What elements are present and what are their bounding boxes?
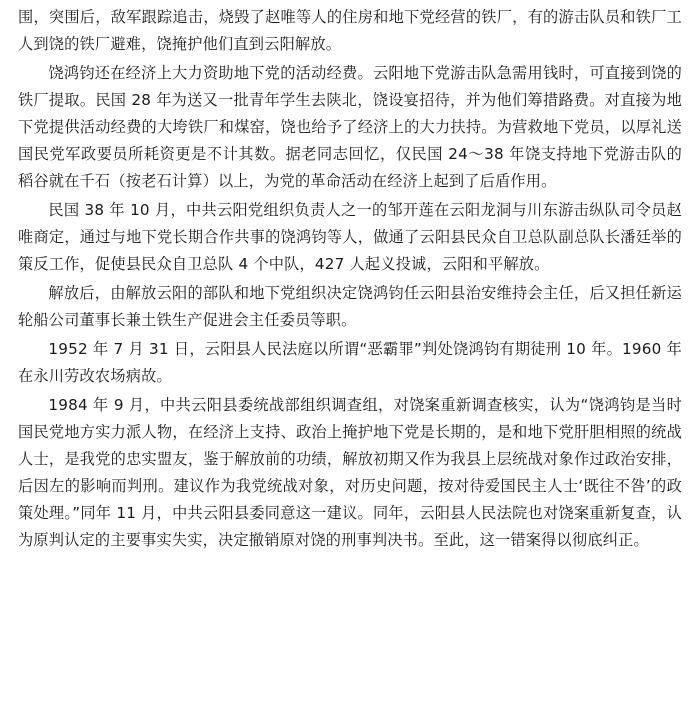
paragraph-peaceful-liberation: 民国 38 年 10 月，中共云阳党组织负责人之一的邹开莲在云阳龙洞与川东游击纵队司令员赵唯商定，通过与地下党长期合作共事的饶鸿钧等人，做通了云阳县民众自卫总队副总队长潘廷举的策反工作，促使县民众自卫总队 4 个中队，427 人起义投诚，云阳和平解放。 (18, 201, 682, 273)
paragraph-economic-support: 饶鸿钧还在经济上大力资助地下党的活动经费。云阳地下党游击队急需用钱时，可直接到饶的铁厂提取。民国 28 年为送又一批青年学生去陕北，饶设宴招待，并为他们筹措路费。对直接为地下党提供活动经费的大垮铁厂和煤窑，饶也给予了经济上的大力扶持。为营救地下党员，以厚礼送国民党军政要员所耗资更是不计其数。据老同志回忆，仅民国 24～38 年饶支持地下党游击队的稻谷就在千石（按老石计算）以上，为党的革命活动在经济上起到了后盾作用。 (18, 64, 682, 190)
paragraph-sentencing: 1952 年 7 月 31 日，云阳县人民法庭以所谓“恶霸罪”判处饶鸿钧有期徒刑 10 年。1960 年在永川劳改农场病故。 (18, 340, 682, 385)
paragraph-continuation: 围，突围后，敌军跟踪追击，烧毁了赵唯等人的住房和地下党经营的铁厂，有的游击队员和铁厂工人到饶的铁厂避难，饶掩护他们直到云阳解放。 (18, 8, 682, 53)
paragraph-post-liberation-roles: 解放后，由解放云阳的部队和地下党组织决定饶鸿钧任云阳县治安维持会主任，后又担任新运轮船公司董事长兼土铁生产促进会主任委员等职。 (18, 284, 682, 329)
paragraph-case-review: 1984 年 9 月，中共云阳县委统战部组织调查组，对饶案重新调查核实，认为“饶鸿钧是当时国民党地方实力派人物，在经济上支持、政治上掩护地下党是长期的，是和地下党肝胆相照的统战人士，是我党的忠实盟友，鉴于解放前的功绩，解放初期又作为我县上层统战对象作过政治安排，后因左的影响而判刑。建议作为我党统战对象，对历史问题，按对待爱国民主人士‘既往不咎’的政策处理。”同年 11 月，中共云阳县委同意这一建议。同年，云阳县人民法院也对饶案重新复查，认为原判认定的主要事实失实，决定撤销原对饶的刑事判决书。至此，这一错案得以彻底纠正。 (18, 396, 682, 549)
